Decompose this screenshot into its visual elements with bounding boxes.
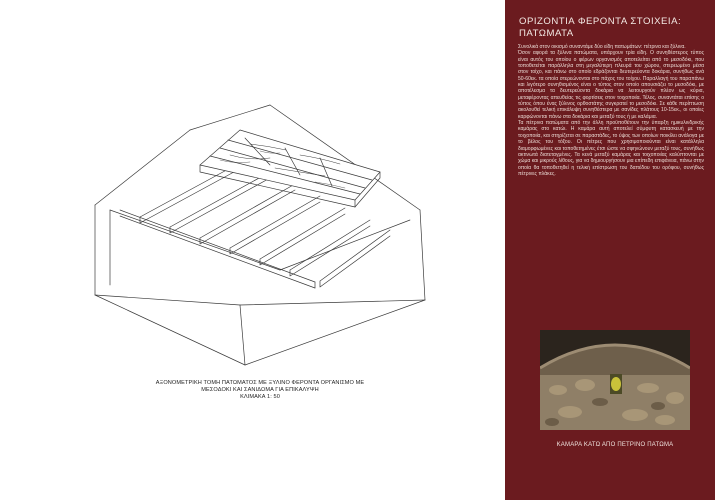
paragraph-wooden-floors: Όσον αφορά τα ξύλινα πατώματα, υπάρχουν τρία είδη. Ο συνηθέστερος τύπος είναι αυτός του οποίου ο φέρων οργανισμός αποτελείται από το μεσοδόκι, που τοποθετείται παράλληλα στη μεγαλύτερη πλευρά του χώρου, στερεωμένο μέσα στον τοίχο, και πάνω στο οποίο εδράζονται δευτερεύοντα δοκάρια, συνήθως ανά 50-60εκ. τα οποία στερεώνονται στο πάχος του τοίχου. Παραλλαγή του παραπάνω και λιγότερο συνηθισμένος είναι ο τύπος στον οποίο απουσιάζει το μεσοδόκι, με αποτέλεσμα τα δευτερεύοντα δοκάρια να λειτουργούν πλέον ως κύρια, μεταφέροντας απευθείας τις φορτίσεις στον τοιχοποιία. Τέλος, συναντάται επίσης ο τύπος όπου ένας ξύλινος ορθοστάτης συγκρατεί το μεσοδόκι. Σε κάθε περίπτωση ακολουθεί τελική επικάλυψη συνηθέστερα με σανίδες πλάτους 10-15εκ., οι οποίες καρφώνονται πάνω στα δοκάρια και μεταξύ τους ή με καλάμια. <box>518 50 704 120</box>
panel-title-line-2: ΠΑΤΩΜΑΤΑ <box>519 27 574 39</box>
paragraph-intro: Συνολικά στον οικισμό συναντάμε δύο είδη πατωμάτων: πέτρινα και ξύλινα. <box>518 44 686 50</box>
panel-title <box>519 16 705 39</box>
panel-body <box>518 44 704 177</box>
axonometric-floor-section-drawing <box>70 60 450 370</box>
panel-title-line-1: ΟΡΙΖΟΝΤΙΑ ΦΕΡΟΝΤΑ ΣΤΟΙΧΕΙΑ: <box>519 16 682 27</box>
paragraph-stone-floors: Τα πέτρινα πατώματα από την άλλη προϋποθέτουν την ύπαρξη ημικυλινδρικής καμάρας στο κατώι. Η καμάρα αυτή αποτελεί σύμφυτη κατασκευή με την τοιχοποιία, και στηρίζεται σε παραστάδες, το ύψος των οποίων ποικίλει ανάλογα με το βέλος του τόξου. Οι πέτρες που χρησιμοποιούνται είναι κατάλληλα διαμορφωμένες και τοποθετημένες έτσι ώστε να σφηνώνουν μεταξύ τους, συνήθως ακτινωτά διατεταγμένες. Τα κενά μεταξύ καμάρας και τοιχοποιίας καλύπτονται με χώμα και μικρούς λίθους, για να δημιουργήσουν μια επίπεδη επιφάνεια, πάνω στην οποία θα τοποθετηθεί η τελική επίστρωση του δαπέδου του ορόφου, συνήθως πέτρινες πλάκες. <box>518 120 704 177</box>
vault-photo <box>540 330 690 430</box>
caption-scale: ΚΛΙΜΑΚΑ 1: 50 <box>240 394 280 400</box>
caption-line-1: ΑΞΟΝΟΜΕΤΡΙΚΗ ΤΟΜΗ ΠΑΤΩΜΑΤΟΣ ΜΕ ΞΥΛΙΝΟ ΦΕΡΟΝΤΑ ΟΡΓΑΝΙΣΜΟ ΜΕ <box>155 380 365 386</box>
drawing-caption <box>90 380 430 401</box>
photo-caption: ΚΑΜΑΡΑ ΚΑΤΩ ΑΠΟ ΠΕΤΡΙΝΟ ΠΑΤΩΜΑ <box>556 442 674 448</box>
caption-line-2: ΜΕΣΟΔΟΚΙ ΚΑΙ ΣΑΝΙΔΩΜΑ ΓΙΑ ΕΠΙΚΑΛΥΨΗ <box>201 387 319 393</box>
